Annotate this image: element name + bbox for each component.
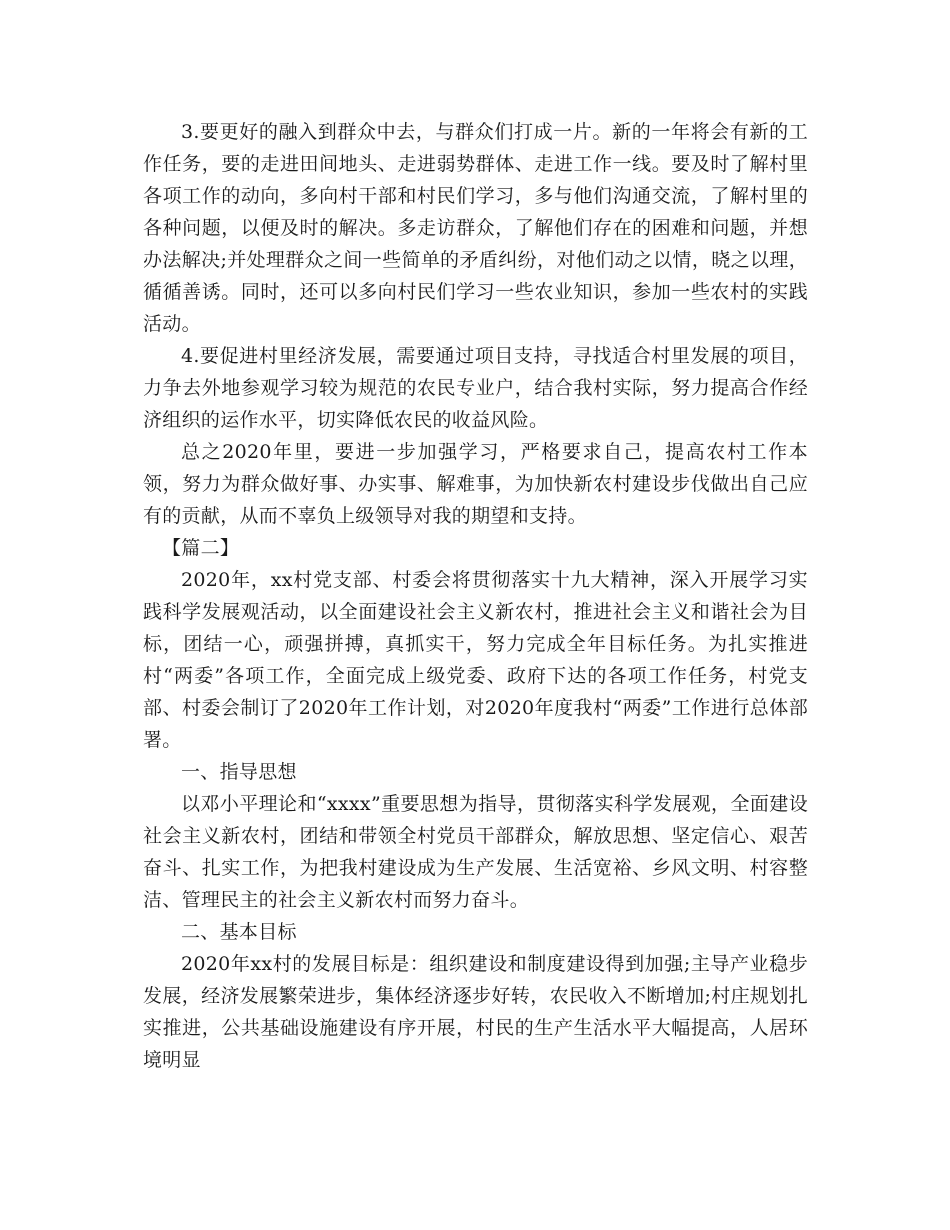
paragraph-intro: 2020年，xx村党支部、村委会将贯彻落实十九大精神，深入开展学习实践科学发展观活动，以全面建设社会主义新农村，推进社会主义和谐社会为目标，团结一心，顽强拼搏，真抓实干，努力完成全年目标任务。为扎实推进村“两委”各项工作，全面完成上级党委、政府下达的各项工作任务，村党支部、村委会制订了2020年工作计划，对2020年度我村“两委”工作进行总体部署。 [143, 569, 808, 751]
section-heading-basic-goals: 二、基本目标 [181, 921, 297, 943]
paragraph-summary: 总之2020年里，要进一步加强学习，严格要求自己，提高农村工作本领，努力为群众做好事、办实事、解难事，为加快新农村建设步伐做出自己应有的贡献，从而不辜负上级领导对我的期望和支持。 [143, 441, 808, 527]
document-body [143, 116, 808, 1076]
section-heading-part-two: 【篇二】 [162, 537, 240, 559]
paragraph-basic-goals: 2020年xx村的发展目标是：组织建设和制度建设得到加强;主导产业稳步发展，经济发展繁荣进步，集体经济逐步好转，农民收入不断增加;村庄规划扎实推进，公共基础设施建设有序开展，村民的生产生活水平大幅提高，人居环境明显 [143, 953, 808, 1071]
paragraph-guiding-ideology: 以邓小平理论和“xxxx”重要思想为指导，贯彻落实科学发展观，全面建设社会主义新农村，团结和带领全村党员干部群众，解放思想、坚定信心、艰苦奋斗、扎实工作，为把我村建设成为生产发展、生活宽裕、乡风文明、村容整洁、管理民主的社会主义新农村而努力奋斗。 [143, 793, 808, 911]
section-heading-guiding-ideology: 一、指导思想 [181, 761, 297, 783]
paragraph-item-4: 4.要促进村里经济发展，需要通过项目支持，寻找适合村里发展的项目，力争去外地参观学习较为规范的农民专业户，结合我村实际，努力提高合作经济组织的运作水平，切实降低农民的收益风险。 [143, 345, 808, 431]
paragraph-item-3: 3.要更好的融入到群众中去，与群众们打成一片。新的一年将会有新的工作任务，要的走进田间地头、走进弱势群体、走进工作一线。要及时了解村里各项工作的动向，多向村干部和村民们学习，多与他们沟通交流，了解村里的各种问题，以便及时的解决。多走访群众，了解他们存在的困难和问题，并想办法解决;并处理群众之间一些简单的矛盾纠纷，对他们动之以情，晓之以理，循循善诱。同时，还可以多向村民们学习一些农业知识，参加一些农村的实践活动。 [143, 121, 808, 335]
